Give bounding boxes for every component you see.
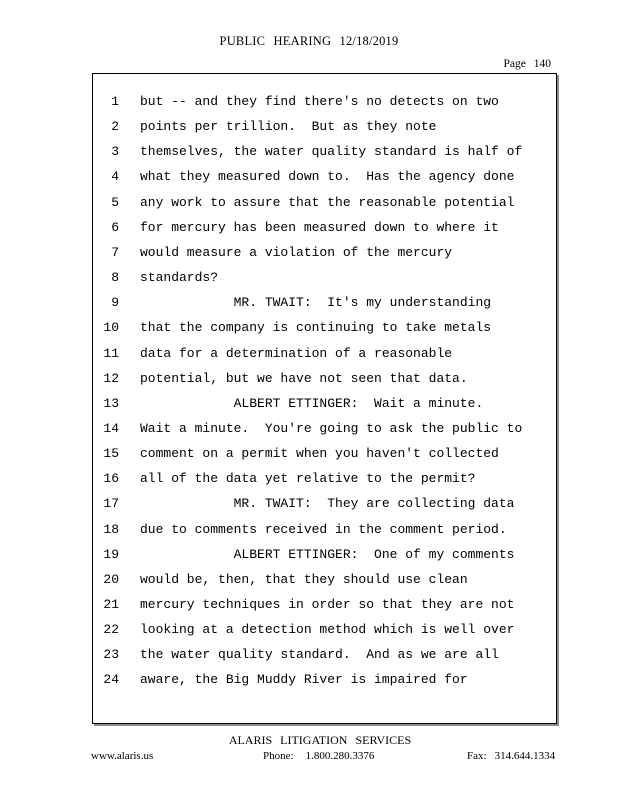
transcript-line [93, 545, 553, 565]
transcript-line [93, 469, 553, 489]
transcript-line [93, 645, 553, 665]
transcript-line [93, 293, 553, 313]
transcript-line [93, 344, 553, 364]
line-number: 19 [103, 546, 119, 562]
transcript-line [93, 670, 553, 690]
line-text: looking at a detection method which is well over [140, 622, 515, 638]
line-text: all of the data yet relative to the permit? [140, 471, 476, 487]
line-number: 5 [111, 194, 119, 210]
line-number: 9 [111, 295, 119, 311]
line-text: but -- and they find there's no detects on two [140, 94, 499, 109]
line-number: 15 [103, 446, 119, 462]
line-number: 17 [103, 496, 119, 512]
line-text: mercury techniques in order so that they are not [140, 597, 515, 612]
transcript-line [93, 318, 553, 338]
line-number: 23 [103, 647, 119, 663]
line-text: would be, then, that they should use clean [140, 571, 468, 587]
footer-fax-label: Fax: [467, 750, 487, 762]
footer-fax-number: 314.644.1334 [494, 750, 556, 762]
line-text: MR. TWAIT: They are collecting data [140, 496, 515, 512]
line-text: would measure a violation of the mercury [140, 244, 453, 260]
transcript-line [93, 570, 553, 590]
page-number: Page 140 [503, 58, 551, 70]
transcript-frame [92, 73, 557, 724]
line-number: 22 [103, 622, 119, 638]
transcript-line [93, 167, 553, 187]
transcript-line [93, 193, 553, 213]
footer-phone [263, 750, 374, 762]
line-text: aware, the Big Muddy River is impaired for [140, 672, 468, 688]
line-number: 20 [103, 571, 119, 587]
line-text: points per trillion. But as they note [140, 119, 437, 135]
line-text: Wait a minute. You're going to ask the public to [140, 420, 523, 436]
transcript-line [93, 268, 553, 288]
footer-company-name: ALARIS LITIGATION SERVICES [228, 733, 412, 747]
transcript-line [93, 494, 553, 514]
line-text: standards? [140, 270, 219, 286]
document-title: PUBLIC HEARING 12/18/2019 [219, 34, 399, 48]
line-text: the water quality standard. And as we are all [140, 647, 499, 663]
line-number: 24 [103, 672, 119, 688]
transcript-line [93, 218, 553, 238]
line-text: what they measured down to. Has the agency done [140, 169, 515, 185]
transcript-line [93, 117, 553, 137]
line-text: comment on a permit when you haven't collected [140, 446, 499, 462]
line-number: 21 [103, 597, 119, 612]
line-text: any work to assure that the reasonable potential [140, 194, 515, 210]
line-number: 13 [103, 395, 119, 411]
line-number: 3 [111, 144, 119, 160]
transcript-line [93, 394, 553, 414]
line-text: due to comments received in the comment period. [140, 521, 507, 537]
line-number: 7 [111, 244, 119, 260]
footer-fax [467, 750, 555, 762]
transcript-line [93, 520, 553, 540]
line-text: for mercury has been measured down to where it [140, 219, 499, 235]
transcript-line [93, 142, 553, 162]
transcript-line [93, 419, 553, 439]
transcript-line [93, 369, 553, 389]
line-number: 12 [103, 370, 119, 386]
line-text: that the company is continuing to take metals [140, 320, 492, 336]
line-text: themselves, the water quality standard is half of [140, 144, 523, 160]
footer-website: www.alaris.us [91, 750, 154, 762]
footer-phone-number: 1.800.280.3376 [305, 750, 375, 762]
line-number: 18 [103, 521, 119, 537]
line-number: 2 [111, 119, 119, 135]
line-text: MR. TWAIT: It's my understanding [140, 295, 492, 311]
line-number: 14 [103, 420, 119, 436]
line-text: potential, but we have not seen that data. [140, 370, 468, 386]
transcript-line [93, 444, 553, 464]
transcript-line [93, 620, 553, 640]
transcript-line [93, 92, 553, 112]
transcript-line [93, 595, 553, 615]
line-number: 4 [111, 169, 119, 185]
line-number: 11 [103, 345, 119, 361]
line-number: 8 [111, 270, 119, 286]
footer-phone-label: Phone: [263, 750, 294, 762]
line-text: ALBERT ETTINGER: Wait a minute. [140, 395, 484, 411]
line-text: ALBERT ETTINGER: One of my comments [140, 546, 515, 562]
line-number: 16 [103, 471, 119, 487]
line-number: 10 [103, 320, 119, 336]
transcript-line [93, 243, 553, 263]
line-number: 6 [111, 219, 119, 235]
line-text: data for a determination of a reasonable [140, 345, 453, 361]
line-number: 1 [111, 94, 119, 109]
